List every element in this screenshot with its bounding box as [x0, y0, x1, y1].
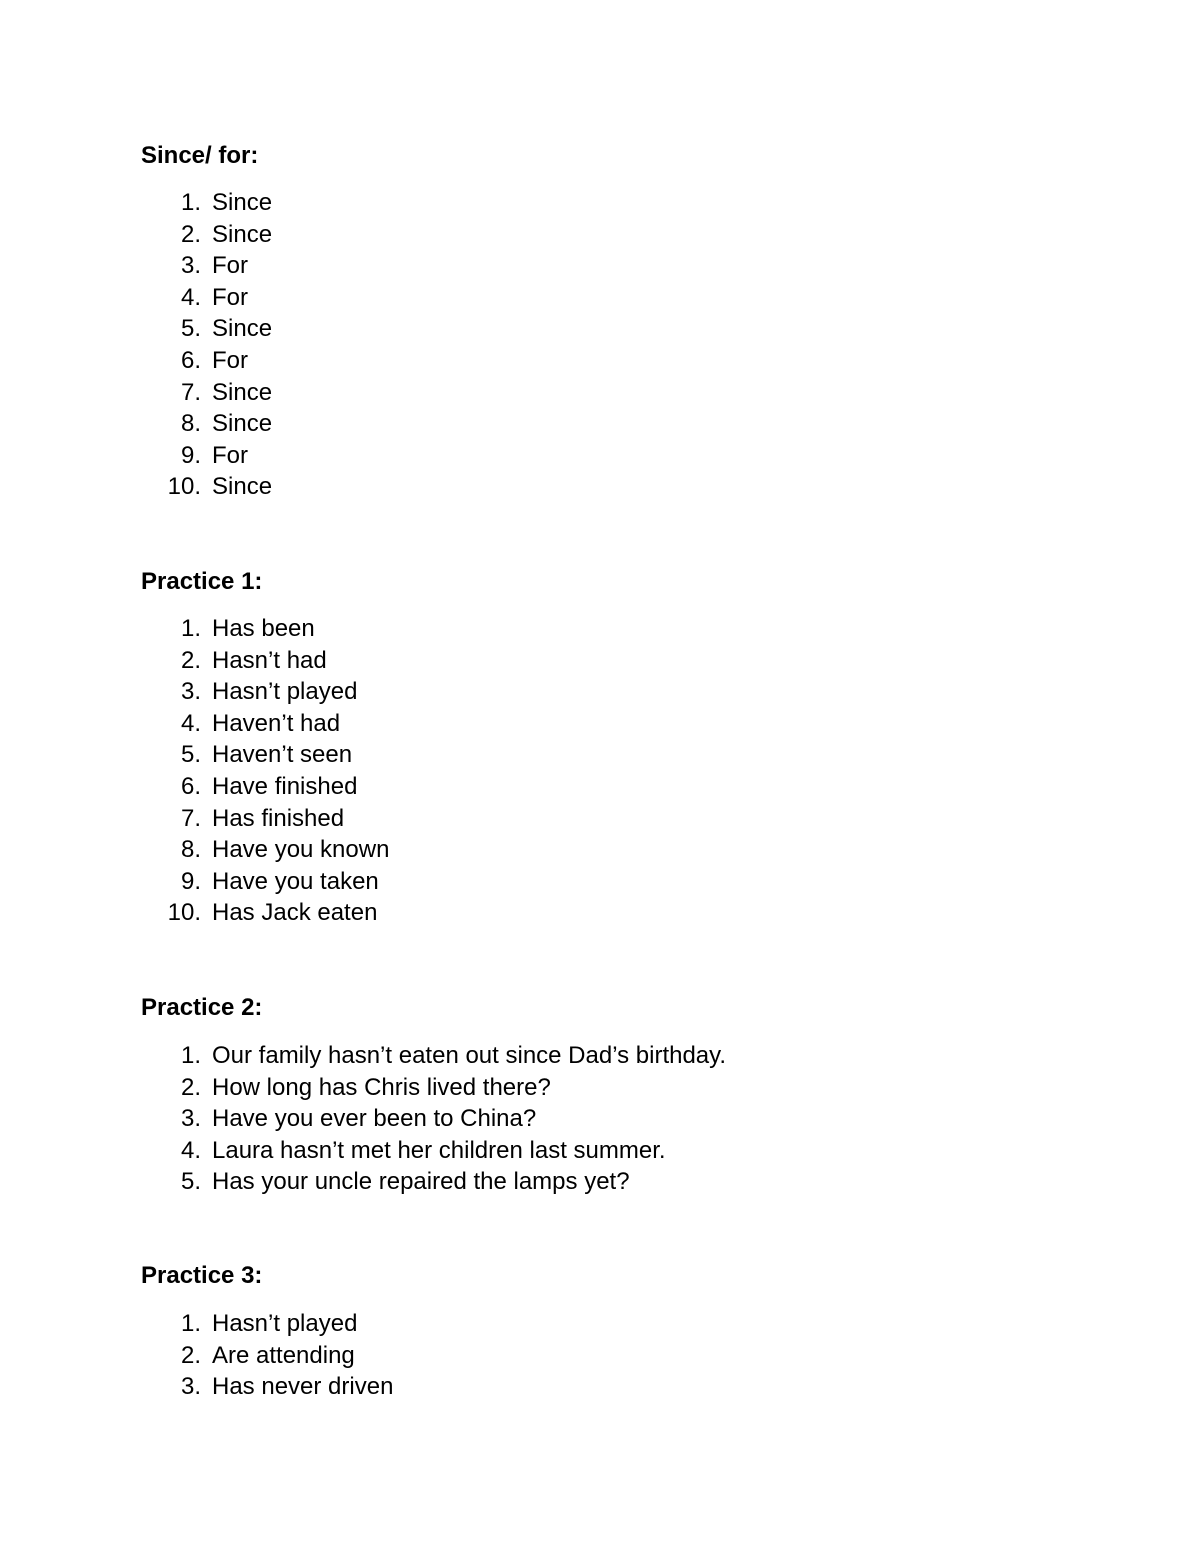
item-number: 10.: [167, 899, 201, 927]
item-number: 3.: [180, 1105, 201, 1133]
item-number: 9.: [180, 441, 201, 469]
list-item: [141, 408, 1141, 440]
list-item: [141, 219, 1141, 251]
list-item: [141, 866, 1141, 898]
section-heading: Practice 2:: [141, 994, 263, 1021]
section-practice-3: [141, 1261, 1141, 1403]
list-item: [141, 834, 1141, 866]
item-answer: Since: [212, 315, 273, 343]
list-item: [141, 1166, 1141, 1198]
item-number: 2.: [180, 220, 201, 248]
list-item: [141, 708, 1141, 740]
item-number: 1.: [180, 189, 201, 216]
section-heading: Practice 1:: [141, 568, 263, 595]
item-number: 2.: [180, 1341, 201, 1369]
item-number: 3.: [180, 1373, 201, 1401]
item-answer: Has never driven: [212, 1373, 394, 1401]
item-answer: Has your uncle repaired the lamps yet?: [212, 1168, 630, 1196]
item-answer: For: [212, 441, 248, 469]
list-item: [141, 1308, 1141, 1340]
item-number: 3.: [180, 678, 201, 706]
answer-list: [141, 187, 1141, 503]
item-answer: Laura hasn’t met her children last summer.: [212, 1136, 666, 1164]
list-item: [141, 471, 1141, 503]
item-answer: For: [212, 252, 248, 280]
section-since-for: [141, 141, 1141, 503]
section-heading: Since/ for:: [141, 142, 259, 169]
list-item: [141, 313, 1141, 345]
item-answer: For: [212, 283, 248, 311]
item-answer: Have finished: [212, 772, 358, 800]
item-answer: Have you ever been to China?: [212, 1105, 537, 1133]
item-answer: Has finished: [212, 804, 345, 832]
item-answer: How long has Chris lived there?: [212, 1073, 551, 1101]
item-answer: Since: [212, 220, 273, 248]
list-item: [141, 440, 1141, 472]
list-item: [141, 803, 1141, 835]
item-answer: Hasn’t played: [212, 1310, 358, 1337]
item-number: 5.: [180, 315, 201, 343]
section-practice-2: [141, 993, 1141, 1198]
item-number: 3.: [180, 252, 201, 280]
list-item: [141, 345, 1141, 377]
item-answer: Since: [212, 189, 273, 216]
item-number: 7.: [180, 378, 201, 406]
item-number: 1.: [180, 615, 201, 642]
item-answer: Our family hasn’t eaten out since Dad’s birthday.: [212, 1042, 727, 1069]
list-item: [141, 1103, 1141, 1135]
item-answer: Hasn’t played: [212, 678, 358, 706]
list-item: [141, 613, 1141, 645]
item-number: 4.: [180, 709, 201, 737]
item-number: 6.: [180, 346, 201, 374]
list-item: [141, 1340, 1141, 1372]
item-number: 4.: [180, 1136, 201, 1164]
item-answer: Are attending: [212, 1341, 355, 1369]
item-number: 8.: [180, 410, 201, 438]
item-number: 10.: [167, 473, 201, 501]
item-answer: Have you taken: [212, 867, 379, 895]
list-item: [141, 645, 1141, 677]
item-number: 7.: [180, 804, 201, 832]
answer-list: [141, 1040, 1141, 1198]
item-number: 5.: [180, 1168, 201, 1196]
item-answer: Has been: [212, 615, 315, 642]
list-item: [141, 1371, 1141, 1403]
list-item: [141, 676, 1141, 708]
list-item: [141, 377, 1141, 409]
answer-list: [141, 1308, 1141, 1403]
item-number: 1.: [180, 1310, 201, 1337]
item-answer: Haven’t seen: [212, 741, 353, 769]
item-number: 8.: [180, 836, 201, 864]
list-item: [141, 250, 1141, 282]
item-answer: Haven’t had: [212, 709, 341, 737]
item-number: 9.: [180, 867, 201, 895]
list-item: [141, 187, 1141, 219]
item-answer: Since: [212, 473, 273, 501]
list-item: [141, 1040, 1141, 1072]
item-answer: For: [212, 346, 248, 374]
item-number: 2.: [180, 1073, 201, 1101]
item-number: 1.: [180, 1042, 201, 1069]
list-item: [141, 771, 1141, 803]
item-number: 5.: [180, 741, 201, 769]
section-practice-1: [141, 567, 1141, 929]
list-item: [141, 739, 1141, 771]
item-number: 2.: [180, 646, 201, 674]
list-item: [141, 1072, 1141, 1104]
item-answer: Hasn’t had: [212, 646, 327, 674]
item-answer: Has Jack eaten: [212, 899, 378, 927]
item-number: 6.: [180, 772, 201, 800]
item-number: 4.: [180, 283, 201, 311]
list-item: [141, 282, 1141, 314]
section-heading: Practice 3:: [141, 1262, 263, 1289]
item-answer: Have you known: [212, 836, 390, 864]
item-answer: Since: [212, 378, 273, 406]
list-item: [141, 897, 1141, 929]
list-item: [141, 1135, 1141, 1167]
item-answer: Since: [212, 410, 273, 438]
answer-list: [141, 613, 1141, 929]
